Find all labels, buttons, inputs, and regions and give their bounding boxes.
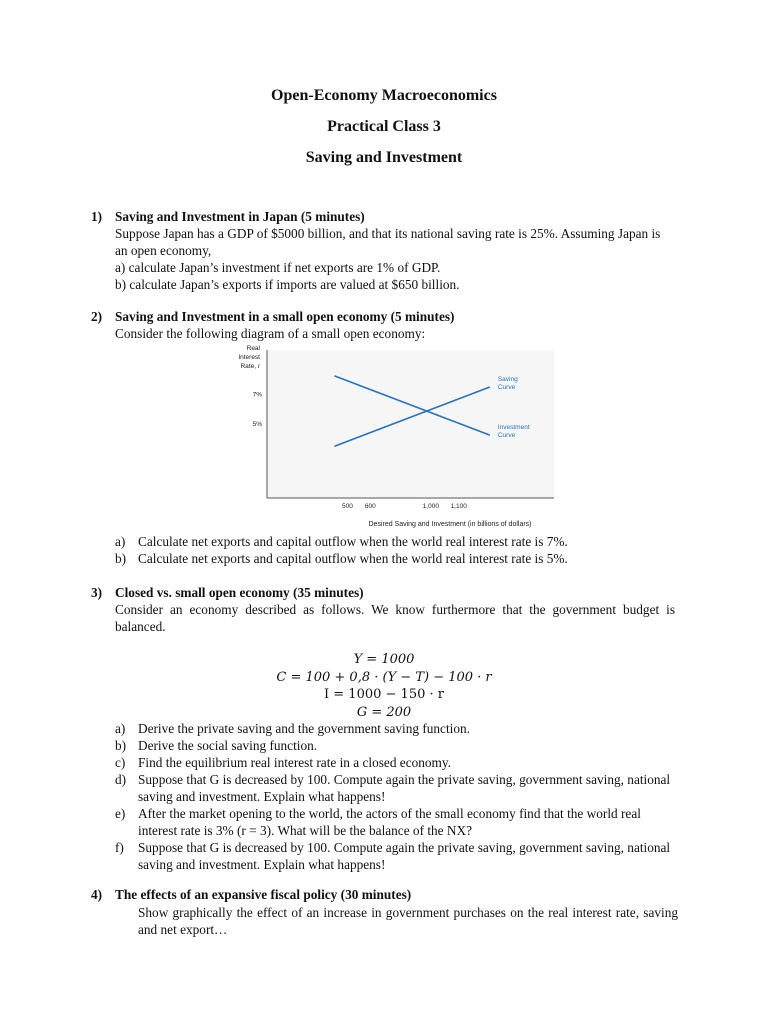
list-item [115,754,675,771]
list-item-label: d) [115,772,127,787]
list-item-text: Calculate net exports and capital outflow when the world real interest rate is 5%. [138,551,568,566]
q1-number: 1) [91,209,103,224]
q3-equations [0,651,768,721]
x-tick-label: 1,100 [450,503,467,510]
chart-x-axis-label: Desired Saving and Investment (in billions of dollars) [368,521,532,528]
q3-heading-text: Closed vs. small open economy (35 minutes) [115,585,364,600]
q4-heading-text: The effects of an expansive fiscal policy (30 minutes) [115,887,412,902]
list-item [115,805,675,839]
q1-heading [91,208,365,225]
document-title: Open-Economy Macroeconomics [271,87,497,104]
y-tick-label: 5% [252,421,262,428]
q3-text: Consider an economy described as follows. We know furthermore that the government budget is balanced. [115,602,675,634]
y-axis-label-line: Rate, r [240,363,260,370]
list-item-label: c) [115,755,126,770]
x-tick-label: 600 [364,503,376,510]
q3-parts-list [115,720,675,873]
q3-number: 3) [91,585,103,600]
list-item [115,533,675,550]
series-label: Curve [497,432,516,440]
series-label: Curve [497,384,516,391]
list-item-label: b) [115,551,127,566]
list-item [115,771,675,805]
q4-text: Show graphically the effect of an increase in government purchases on the real interest rate, saving and net export… [138,905,678,937]
list-item [115,550,675,567]
q4-number: 4) [91,887,103,902]
list-item-label: b) [115,738,127,753]
q2-text: Consider the following diagram of a small open economy: [115,326,426,341]
list-item-label: a) [115,534,126,549]
list-item-text: Find the equilibrium real interest rate in a closed economy. [138,755,451,770]
list-item-label: f) [115,840,124,855]
list-item [115,720,675,737]
equation-investment: I = 1000 − 150 · r [324,687,444,702]
q2-number: 2) [91,309,103,324]
q1-part-a: a) calculate Japan’s investment if net exports are 1% of GDP. [115,260,441,275]
q1-heading-text: Saving and Investment in Japan (5 minutes) [115,209,365,224]
y-tick-label: 7% [252,391,262,399]
x-tick-label: 1,000 [422,503,439,510]
y-axis-label-var: r [257,363,260,370]
document-topic: Saving and Investment [305,149,463,166]
document-subtitle: Practical Class 3 [327,118,441,135]
list-item-text: Suppose that G is decreased by 100. Compute again the private saving, government saving, national saving and investment. Explain what happens! [138,772,671,804]
list-item [115,839,675,873]
q2-heading-text: Saving and Investment in a small open economy (5 minutes) [115,309,455,324]
list-item-text: Suppose that G is decreased by 100. Compute again the private saving, government saving, national saving and investment. Explain what happens! [138,840,671,872]
q2-parts-list [115,533,675,567]
y-axis-label-line: Interest [238,354,260,361]
list-item-label: e) [115,806,126,821]
saving-investment-chart [222,342,562,534]
equation-government: G = 200 [356,704,412,720]
q2-heading [91,308,454,325]
q1-text: Suppose Japan has a GDP of $5000 billion, and that its national saving rate is 25%. Assuming Japan is an open economy, [115,226,661,258]
list-item-label: a) [115,721,126,736]
q1-body [115,225,675,293]
series-label: Saving [497,376,518,383]
list-item-text: Derive the social saving function. [138,738,318,753]
q1-part-b: b) calculate Japan’s exports if imports are valued at $650 billion. [115,277,460,292]
q4-heading [91,886,411,903]
chart-y-axis-label [238,345,261,370]
x-tick-label: 500 [341,503,353,510]
equation-output: Y = 1000 [353,652,415,667]
equation-consumption: C = 100 + 0,8 · (Y − T) − 100 · r [276,669,492,685]
list-item-text: Derive the private saving and the government saving function. [138,721,470,736]
y-axis-label-line: Real [246,345,260,352]
list-item [115,737,675,754]
q3-heading [91,584,364,601]
list-item-text: Calculate net exports and capital outflow when the world real interest rate is 7%. [138,534,568,549]
series-label: Investment [497,424,530,432]
list-item-text: After the market opening to the world, the actors of the small economy find that the world real interest rate is 3% (r = 3). What will be the balance of the NX? [138,806,641,838]
